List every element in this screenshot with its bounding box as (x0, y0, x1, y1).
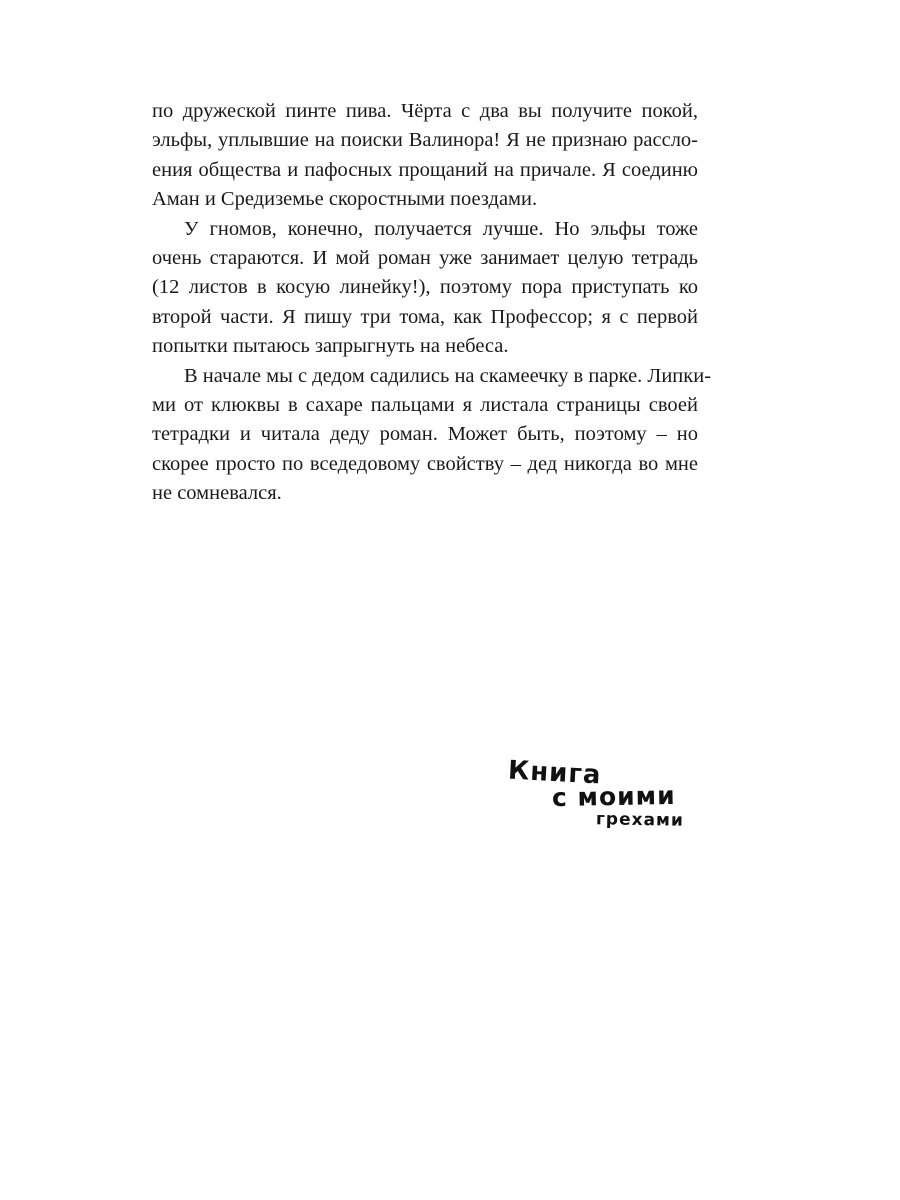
paragraph-2 (152, 215, 698, 362)
text-line: очень стараются. И мой роман уже занимает целую тетрадь (152, 247, 698, 270)
stamp-line-2: с моими (551, 780, 676, 813)
text-line: тетрадки и читала деду роман. Может быть, поэтому – но (152, 423, 698, 446)
text-line: попытки пытаюсь запрыгнуть на небеса. (152, 335, 509, 358)
stamp-line-1: Книга (507, 755, 603, 791)
text-line: скорее просто по вседедовому свойству – дед никогда во мне (152, 452, 698, 475)
body-text (152, 97, 712, 509)
text-line: эльфы, уплывшие на поиски Валинора! Я не признаю рассло- (152, 129, 698, 152)
book-logo-stamp (507, 755, 708, 838)
text-line: У гномов, конечно, получается лучше. Но эльфы тоже (184, 217, 698, 240)
text-line: второй части. Я пишу три тома, как Профессор; я с первой (152, 305, 698, 328)
paragraph-3 (152, 362, 712, 509)
text-line: ми от клюквы в сахаре пальцами я листала страницы своей (152, 394, 698, 417)
text-line: ения общества и пафосных прощаний на причале. Я соединю (152, 158, 698, 181)
text-line: по дружеской пинте пива. Чёрта с два вы получите покой, (152, 100, 698, 122)
text-line: (12 листов в косую линейку!), поэтому пора приступать ко (152, 276, 698, 299)
stamp-line-3: грехами (595, 809, 684, 831)
paragraph-1 (152, 97, 698, 215)
text-line: Аман и Средиземье скоростными поездами. (152, 188, 538, 211)
text-line: не сомневался. (152, 482, 282, 505)
text-line: В начале мы с дедом садились на скамеечку в парке. Липки- (184, 364, 712, 387)
